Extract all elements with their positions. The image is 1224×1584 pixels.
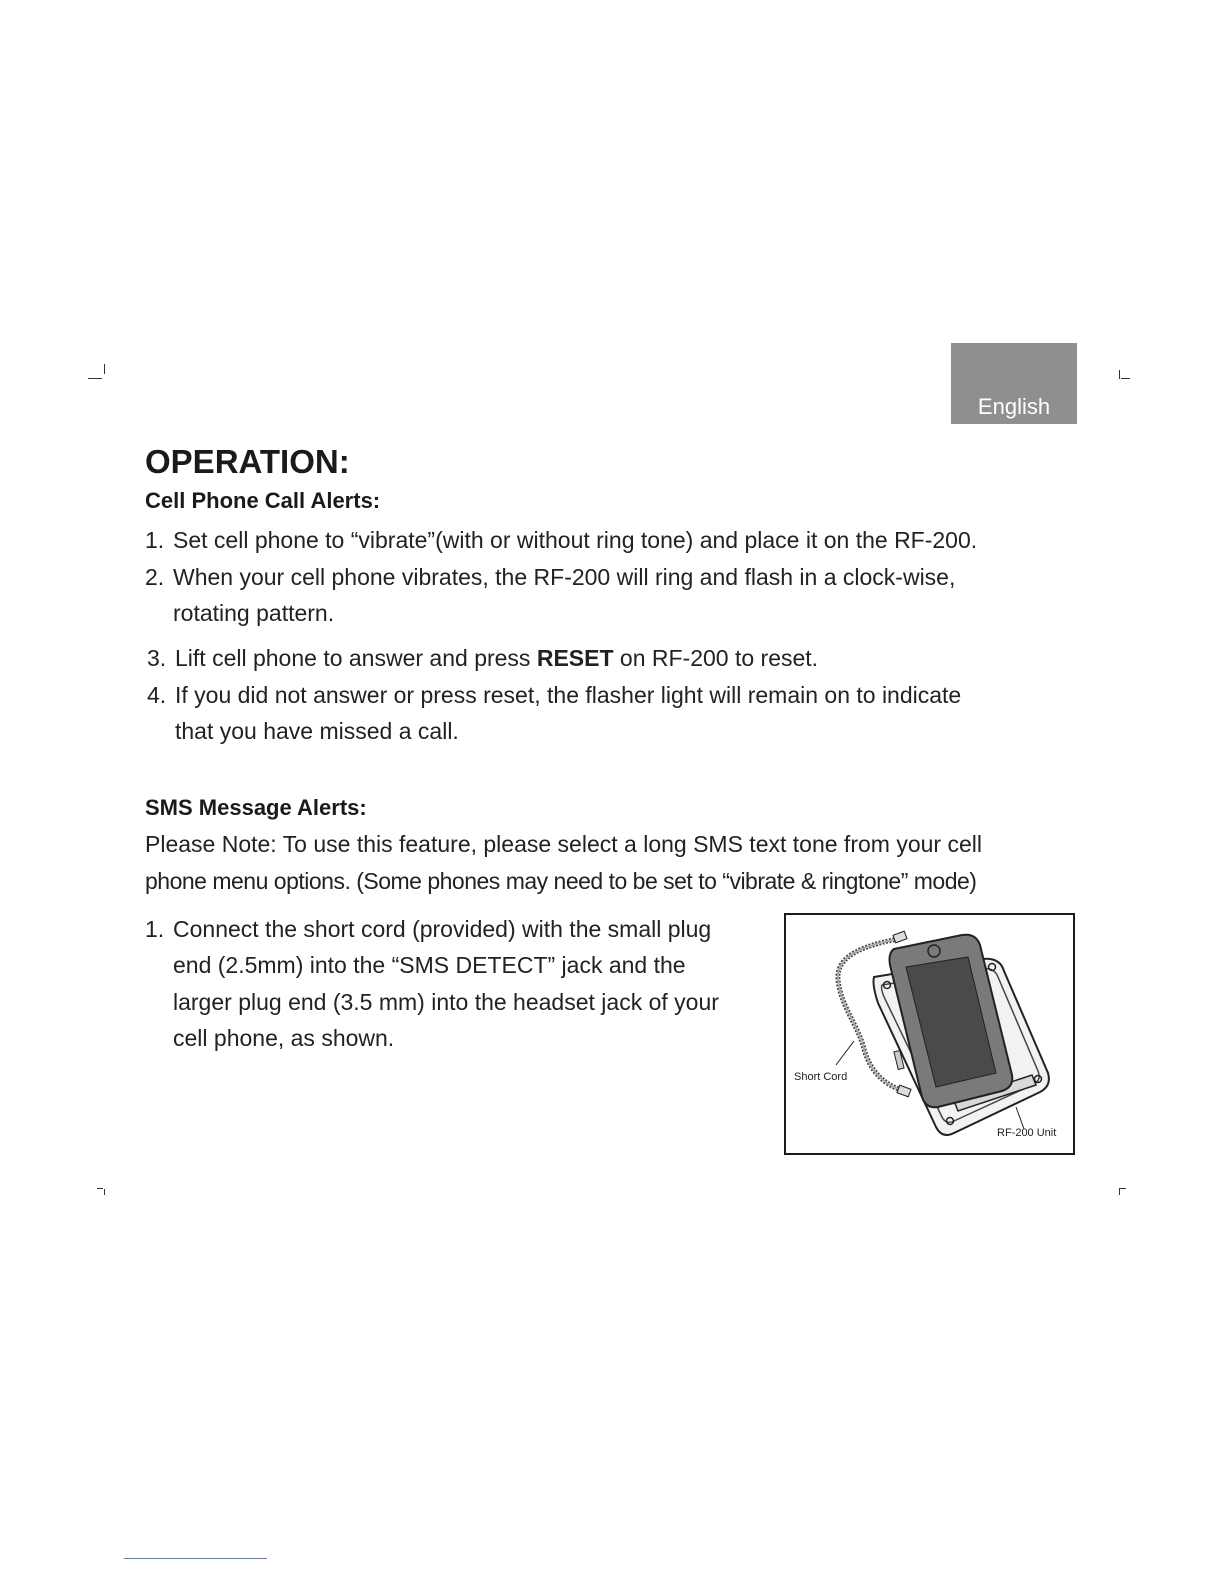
- crop-mark: [104, 1189, 105, 1195]
- crop-mark: [1119, 1188, 1126, 1189]
- call-step-text: If you did not answer or press reset, the flasher light will remain on to indicate: [175, 682, 962, 708]
- call-step-text-cont: that you have missed a call.: [175, 718, 459, 744]
- footer-rule: [124, 1558, 267, 1559]
- crop-mark: [104, 364, 105, 374]
- rf200-illustration: [784, 913, 1075, 1155]
- language-tab: [951, 343, 1077, 424]
- sms-step-line: end (2.5mm) into the “SMS DETECT” jack and the: [173, 952, 686, 978]
- call-step-text: When your cell phone vibrates, the RF-200 will ring and flash in a clock-wise,: [173, 564, 956, 590]
- rf200-unit-label: RF-200 Unit: [997, 1127, 1057, 1139]
- language-tab-label: English: [977, 394, 1051, 419]
- crop-mark: [97, 1188, 103, 1189]
- call-alerts-heading: Cell Phone Call Alerts:: [145, 488, 381, 513]
- page-title: OPERATION:: [145, 443, 350, 480]
- crop-mark: [1119, 1189, 1120, 1195]
- crop-mark: [1121, 378, 1130, 379]
- sms-step-line: Connect the short cord (provided) with the small plug: [173, 916, 712, 942]
- call-step-text-post: on RF-200 to reset.: [613, 645, 819, 671]
- call-step-number: 2.: [145, 564, 165, 590]
- short-cord-label: Short Cord: [794, 1071, 848, 1083]
- sms-alerts-heading: SMS Message Alerts:: [145, 795, 367, 820]
- call-step-number: 3.: [147, 645, 167, 671]
- crop-mark: [88, 378, 102, 379]
- sms-step-number: 1.: [145, 916, 165, 942]
- call-step-text-pre: Lift cell phone to answer and press: [175, 645, 537, 671]
- sms-step-line: cell phone, as shown.: [173, 1025, 395, 1051]
- reset-keyword: RESET: [536, 645, 614, 671]
- call-step-number: 4.: [147, 682, 167, 708]
- sms-note-line: phone menu options. (Some phones may need to be set to “vibrate & ringtone” mode): [145, 868, 977, 894]
- sms-step-line: larger plug end (3.5 mm) into the headset jack of your: [173, 989, 719, 1015]
- crop-mark: [1119, 370, 1120, 379]
- call-step-text-cont: rotating pattern.: [173, 600, 335, 626]
- call-step-text: [175, 640, 818, 677]
- call-step-number: 1.: [145, 527, 165, 553]
- sms-note-line: Please Note: To use this feature, please select a long SMS text tone from your cell: [145, 831, 982, 857]
- call-step-text: Set cell phone to “vibrate”(with or without ring tone) and place it on the RF-200.: [173, 527, 978, 553]
- rf200-drawing: [786, 915, 1073, 1153]
